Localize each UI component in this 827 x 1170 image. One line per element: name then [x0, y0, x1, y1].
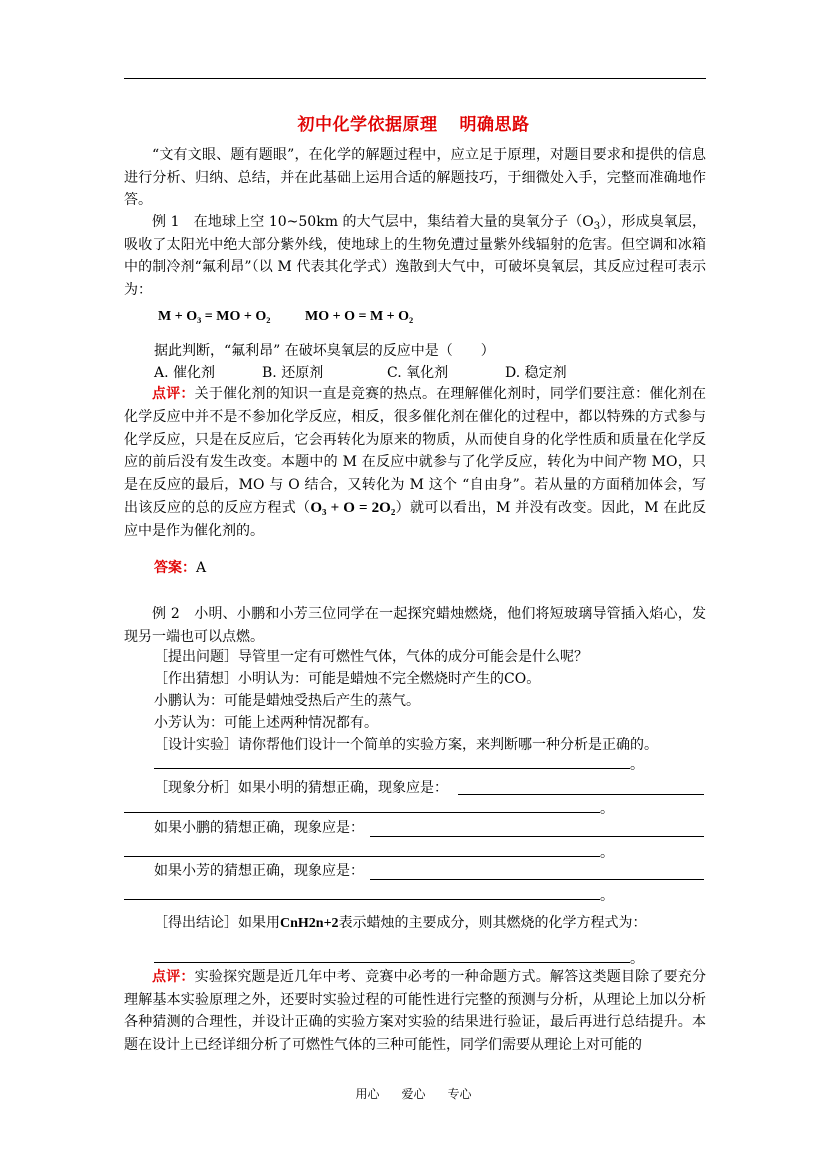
document-title: 初中化学依据原理 明确思路 — [297, 115, 530, 135]
document-page: 初中化学依据原理 明确思路 “文有文眼、题有题眼”，在化学的解题过程中，应立足于原理，对题目要求和提供的信息进行分析、归纳、总结，并在此基础上运用合适的解题技巧，于细微处入手，完整而准确地作答。 例 1 在地球上空 10~50km 的大气层中，集结着大量的臭氧分子$(O_3)$，形成臭氧层，吸收了太阳光中绝大部分紫外线，使地球上的生物免遭过量紫外线辐射的危害。但空调和冰箱中的制冷剂“氟利昂”（以 M 代表其化学式）逸散到大气中，可破坏臭氧层，其反应过程可表示为： M + O₃ = MO + O₂ MO + O = M + O₂ 据此判断，“氟利昂” 在破坏臭氧层的反应中是（ ） A. 催化剂 B. 还原剂 C. 氧化剂 D. 稳定剂 点评：关于催化剂的知识一直是竞赛的热点。在理解催化剂时，同学们要注意：催化剂在化学反应中并不是不参加化学反应，相反，很多催化剂在催化的过程中，都以特殊的方式参与化学反应，只是在反应后，它会再转化为原来的物质，从而使自身的化学性质和质量在化学反应的前后没有发生改变。本题中的 M 在反应中就参与了化学反应，转化为中间产物 MO，只是在反应的最后，MO 与 O 结合，又转化为 M 这个 “自由身”。若从量的方面稍加体会，写出该反应的总的反应方程式（O₃ + O = 2O₂）就可以看出，M 并没有改变。因此，M 在此反应中是作为催化剂的。 答案：A 例 2 小明、小鹏和小芳三位同学在一起探究蜡烛燃烧，他们将短玻璃导管插入焰心，发现另一端也可以点燃。 ［提出问题］导管里一定有可燃性气体，气体的成分可能会是什么呢？ ［作出猜想］小明认为：可能是蜡烛不完全燃烧时产生的CO。 小鹏认为：可能是蜡烛受热后产生的蒸气。 小芳认为：可能上述两种情况都有。 ［设计实验］请你帮他们设计一个简单的实验方案，来判断哪一种分析是正确的。 。 ［现象分析］如果小明的猜想正确，现象应是： 。 如果小鹏的猜想正确，现象应是： 。 如果小芳的猜想正确，现象应是： 。 ［得出结论］如果用CnH2n+2表示蜡烛的主要成分，则其燃烧的化学方程式为： 。 点评：实验探究题是近几年中考、竞赛中必考的一种命题方式。解答这类题目除了要充分理解基本实验原理之外，还要时实验过程的可能性进行完整的预测与分析，从理论上加以分析各种猜测的合理性，并设计正确的实验方案对实验的结果进行验证，最后再进行总结提升。本题在设计上已经详细分析了可燃性气体的三种可能性，同学们需要从理论上对可能的 用心 爱心 专心 — [0, 0, 827, 1170]
answer-blank[interactable] — [124, 899, 600, 900]
q-raise-question: ［提出问题］导管里一定有可燃性气体，气体的成分可能会是什么呢？ — [154, 649, 588, 665]
answer-blank[interactable] — [370, 836, 704, 837]
header-rule — [124, 78, 706, 79]
option-d: D. 稳定剂 — [505, 365, 567, 381]
q-design-experiment: ［设计实验］请你帮他们设计一个简单的实验方案，来判断哪一种分析是正确的。 — [154, 737, 658, 753]
example-2-intro: 例 2 小明、小鹏和小芳三位同学在一起探究蜡烛燃烧，他们将短玻璃导管插入焰心，发现另一端也可以点燃。 — [124, 606, 706, 645]
candle-formula: CnH2n+2 — [280, 916, 339, 931]
intro-paragraph: “文有文眼、题有题眼”，在化学的解题过程中，应立足于原理，对题目要求和提供的信息进行分析、归纳、总结，并在此基础上运用合适的解题技巧，于细微处入手，完整而准确地作答。 — [124, 147, 706, 209]
option-b: B. 还原剂 — [262, 365, 324, 381]
example-2-comment: 点评：实验探究题是近几年中考、竞赛中必考的一种命题方式。解答这类题目除了要充分理解基本实验原理之外，还要时实验过程的可能性进行完整的预测与分析，从理论上加以分析各种猜测的合理性，并设计正确的实验方案对实验的结果进行验证，最后再进行总结提升。本题在设计上已经详细分析了可燃性气体的三种可能性，同学们需要从理论上对可能的 — [124, 969, 707, 1053]
q-hypothesis: ［作出猜想］小明认为：可能是蜡烛不完全燃烧时产生的CO。 — [154, 671, 541, 687]
option-c: C. 氧化剂 — [387, 365, 449, 381]
page-footer: 用心 爱心 专心 — [355, 1087, 472, 1101]
answer-blank[interactable] — [154, 962, 630, 963]
answer-blank[interactable] — [124, 812, 600, 813]
q-conclusion: ［得出结论］如果用CnH2n+2表示蜡烛的主要成分，则其燃烧的化学方程式为： — [154, 915, 647, 931]
example-1-text: 例 1 在地球上空 10~50km 的大气层中，集结着大量的臭氧分子$(O_3)$，形成臭氧层，吸收了太阳光中绝大部分紫外线，使地球上的生物免遭过量紫外线辐射的危害。但空调和冰箱中的制冷剂“氟利昂”（以 M 代表其化学式）逸散到大气中，可破坏臭氧层，其反应过程可表示为： — [124, 214, 706, 298]
answer-blank[interactable] — [458, 794, 704, 795]
equation-1: M + O₃ = MO + O₂ — [158, 309, 271, 324]
q-xiaopeng: 小鹏认为：可能是蜡烛受热后产生的蒸气。 — [154, 693, 420, 709]
option-a: A. 催化剂 — [154, 365, 216, 381]
q-phenomenon-xiaopeng: 如果小鹏的猜想正确，现象应是： — [154, 820, 364, 836]
q-phenomenon-xiaofang: 如果小芳的猜想正确，现象应是： — [154, 863, 364, 879]
answer-blank[interactable] — [370, 879, 704, 880]
example-1-question: 据此判断，“氟利昂” 在破坏臭氧层的反应中是（ ） — [154, 343, 495, 359]
example-1-answer: 答案：A — [154, 560, 207, 576]
q-xiaofang: 小芳认为：可能上述两种情况都有。 — [154, 715, 378, 731]
q-phenomenon-xiaoming: ［现象分析］如果小明的猜想正确，现象应是： — [154, 780, 448, 796]
example-1-comment: 点评：关于催化剂的知识一直是竞赛的热点。在理解催化剂时，同学们要注意：催化剂在化学反应中并不是不参加化学反应，相反，很多催化剂在催化的过程中，都以特殊的方式参与化学反应，只是在反应后，它会再转化为原来的物质，从而使自身的化学性质和质量在化学反应的前后没有发生改变。本题中的 M 在反应中就参与了化学反应，转化为中间产物 MO，只是在反应的最后，MO 与 O 结合，又转化为 M 这个 “自由身”。若从量的方面稍加体会，写出该反应的总的反应方程式（O₃ + O = 2O₂）就可以看出，M 并没有改变。因此，M 在此反应中是作为催化剂的。 — [124, 386, 707, 539]
equation-2: MO + O = M + O₂ — [305, 309, 414, 324]
answer-blank[interactable] — [154, 768, 630, 769]
answer-blank[interactable] — [124, 856, 600, 857]
